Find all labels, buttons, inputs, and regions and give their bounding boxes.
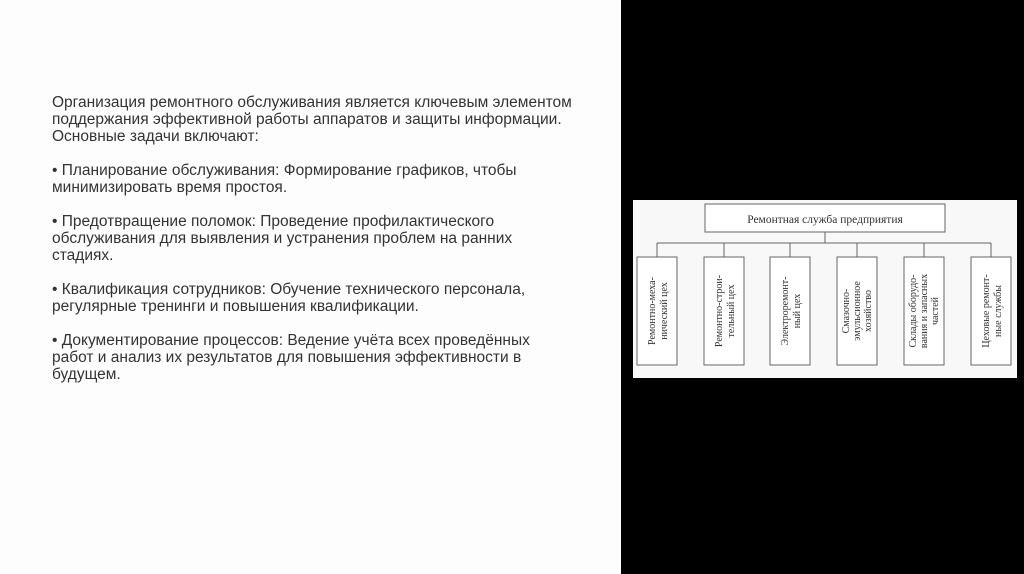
child-label: нический цех xyxy=(659,282,670,340)
bullet-documentation: • Документирование процессов: Ведение учёта всех проведённых работ и анализ их результатов для повышения эффективности в будущем. xyxy=(52,332,530,383)
bullet-planning: • Планирование обслуживания: Формирование графиков, чтобы минимизировать время простоя. xyxy=(52,162,517,196)
child-label: хозяйство xyxy=(863,290,874,332)
child-label: ные службы xyxy=(993,285,1004,337)
root-label: Ремонтная служба предприятия xyxy=(747,214,903,226)
child-label: Ремонтно-строи- xyxy=(714,274,725,348)
child-label: Ремонтно-меха- xyxy=(647,277,658,345)
text-block xyxy=(52,94,572,400)
child-label: вания и запасных xyxy=(919,273,930,349)
child-label: ный цех xyxy=(792,293,803,329)
child-label: Смазочно- xyxy=(841,288,852,334)
child-label: частей xyxy=(930,296,941,326)
child-label: тельный цех xyxy=(726,284,737,338)
bullet-qualification: • Квалификация сотрудников: Обучение технического персонала, регулярные тренинги и повышения квалификации. xyxy=(52,281,526,315)
child-label: Склады оборудо- xyxy=(908,274,919,348)
child-label: эмульсионное xyxy=(852,281,863,341)
child-label: Электроремонт- xyxy=(780,276,791,346)
bullet-prevention: • Предотвращение поломок: Проведение профилактического обслуживания для выявления и устранения проблем на ранних стадиях. xyxy=(52,213,513,264)
child-label: Цеховые ремонт- xyxy=(981,274,992,348)
org-chart-diagram xyxy=(633,200,1017,378)
intro-paragraph: Организация ремонтного обслуживания является ключевым элементом поддержания эффективной работы аппаратов и защиты информации. Основные задачи включают: xyxy=(52,94,572,145)
